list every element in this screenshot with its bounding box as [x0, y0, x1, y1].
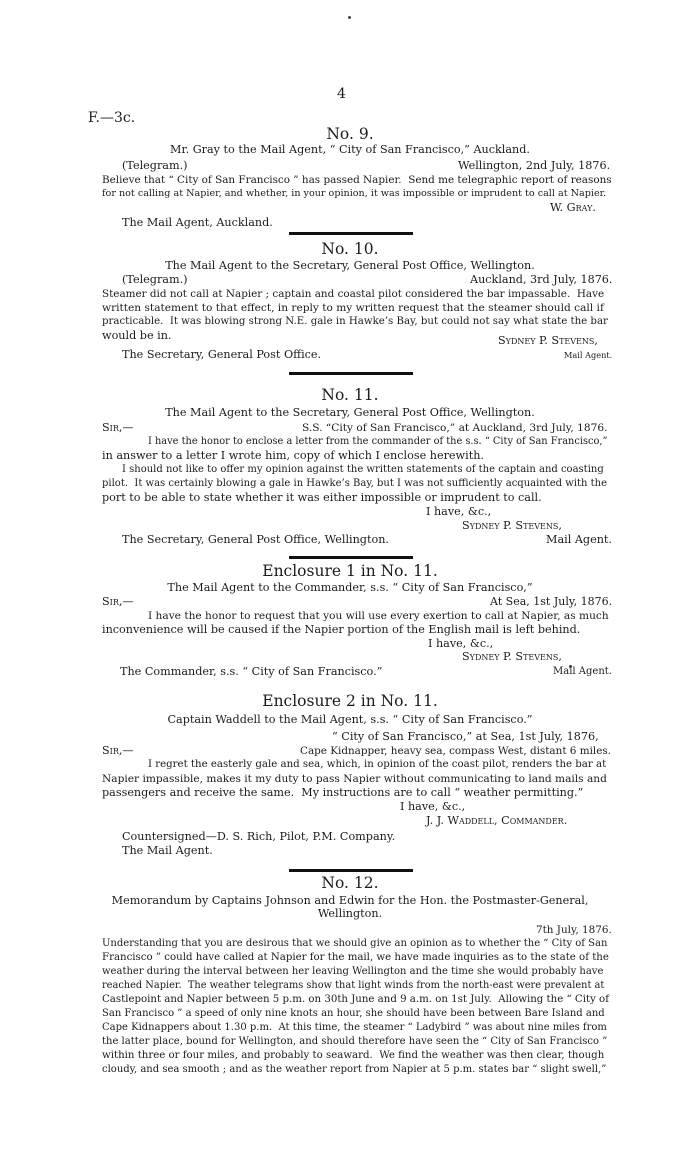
place-date: At Sea, 1st July, 1876. [490, 595, 613, 608]
section-heading: Enclosure 1 in No. 11. [262, 562, 438, 580]
section-title: The Mail Agent to the Secretary, General Post Office, Wellington. [165, 259, 535, 272]
body-line: Believe that “ City of San Francisco ” has passed Napier. Send me telegraphic report of reasons [102, 174, 612, 186]
body-line: Napier impassible, makes it my duty to pass Napier without communicating to land mails and [102, 773, 607, 785]
closing: I have, &c., [428, 637, 494, 650]
body-line: I regret the easterly gale and sea, which, in opinion of the coast pilot, renders the bar at [148, 759, 607, 770]
body-line: Cape Kidnappers about 1.30 p.m. At this time, the steamer “ Ladybird ” was about nine miles from [102, 1022, 607, 1033]
place-date: Auckland, 3rd July, 1876. [470, 273, 613, 286]
body-line: the latter place, bound for Wellington, and should therefore have seen the “ City of San Francisco ” [102, 1036, 608, 1047]
section-divider [289, 232, 413, 235]
body-line: I have the honor to request that you will use every exertion to call at Napier, as much [148, 610, 609, 622]
signature-title: Mail Agent. [564, 350, 613, 360]
section-heading: No. 12. [321, 874, 379, 892]
document-code: F.—3c. [88, 110, 136, 126]
print-mark [348, 16, 351, 19]
section-title: Wellington. [317, 907, 383, 920]
section-title: Memorandum by Captains Johnson and Edwin for the Hon. the Postmaster-General, [111, 894, 589, 907]
countersignature: Countersigned—D. S. Rich, Pilot, P.M. Company. [122, 830, 396, 843]
signature-title: Mail Agent. [553, 666, 612, 677]
body-line: in answer to a letter I wrote him, copy of which I enclose herewith. [102, 449, 484, 462]
signature: J. J. Waddell, Commander. [426, 814, 568, 827]
signature-title: Mail Agent. [546, 533, 612, 546]
section-heading: Enclosure 2 in No. 11. [262, 692, 438, 710]
section-title: Captain Waddell to the Mail Agent, s.s. “ City of San Francisco.” [167, 713, 533, 726]
body-line: Steamer did not call at Napier ; captain and coastal pilot considered the bar impassable. Have [102, 288, 605, 300]
place-date: Wellington, 2nd July, 1876. [458, 159, 611, 172]
signature: Sydney P. Stevens, [498, 334, 598, 347]
section-divider [289, 372, 413, 375]
addressee: The Mail Agent. [122, 844, 213, 857]
addressee: The Secretary, General Post Office. [122, 348, 322, 361]
body-line: within three or four miles, and probably to seaward. We find the weather was then clear, though [102, 1050, 605, 1061]
section-title: Mr. Gray to the Mail Agent, “ City of San Francisco,” Auckland. [170, 143, 530, 156]
telegram-tag: (Telegram.) [122, 273, 188, 286]
section-heading: No. 9. [326, 125, 374, 143]
body-line: I have the honor to enclose a letter from the commander of the s.s. “ City of San Francisco,” [148, 436, 608, 447]
signature: Sydney P. Stevens, [462, 650, 562, 663]
place-date: Cape Kidnapper, heavy sea, compass West, distant 6 miles. [300, 745, 611, 757]
place-date: “ City of San Francisco,” at Sea, 1st July, 1876, [332, 730, 599, 743]
closing: I have, &c., [426, 505, 492, 518]
signature: W. Gray. [550, 201, 596, 214]
section-divider [289, 869, 413, 872]
addressee: The Mail Agent, Auckland. [122, 216, 273, 229]
salutation: Sir,— [102, 421, 134, 434]
closing: I have, &c., [400, 800, 466, 813]
addressee: The Secretary, General Post Office, Wellington. [122, 533, 389, 546]
telegram-tag: (Telegram.) [122, 159, 188, 172]
addressee: The Commander, s.s. “ City of San Francisco.” [120, 665, 383, 678]
body-line: practicable. It was blowing strong N.E. gale in Hawke’s Bay, but could not say what state the bar [102, 316, 608, 327]
memo-date: 7th July, 1876. [536, 924, 612, 936]
body-line: for not calling at Napier, and whether, in your opinion, it was impossible or imprudent to call at Napier. [102, 188, 607, 199]
body-line: I should not like to offer my opinion against the written statements of the captain and coasting [122, 464, 604, 475]
body-line: port to be able to state whether it was either impossible or imprudent to call. [102, 491, 542, 504]
salutation: Sir,— [102, 744, 134, 757]
body-line: inconvenience will be caused if the Napier portion of the English mail is left behind. [102, 623, 581, 636]
section-heading: No. 11. [321, 386, 379, 404]
body-line: passengers and receive the same. My instructions are to call “ weather permitting.” [102, 786, 584, 799]
place-date: S.S. “City of San Francisco,” at Auckland, 3rd July, 1876. [302, 422, 608, 434]
body-line: Francisco ” could have called at Napier for the mail, we have made inquiries as to the state of the [102, 952, 609, 963]
body-line: cloudy, and sea smooth ; and as the weather report from Napier at 5 p.m. states bar “ slight swell,” [102, 1064, 607, 1075]
body-line: reached Napier. The weather telegrams show that light winds from the north-east were prevalent at [102, 980, 605, 991]
body-line: Castlepoint and Napier between 5 p.m. on 30th June and 9 a.m. on 1st July. Allowing the “ City of [102, 994, 609, 1005]
salutation: Sir,— [102, 595, 134, 608]
section-title: The Mail Agent to the Commander, s.s. “ City of San Francisco,” [167, 581, 533, 594]
body-line: San Francisco ” a speed of only nine knots an hour, she should have been between Bare Island and [102, 1008, 605, 1019]
section-title: The Mail Agent to the Secretary, General Post Office, Wellington. [165, 406, 535, 419]
body-line: would be in. [102, 329, 172, 342]
signature: Sydney P. Stevens, [462, 519, 562, 532]
section-heading: No. 10. [321, 240, 379, 258]
body-line: written statement to that effect, in reply to my written request that the steamer should call if [102, 302, 604, 314]
body-line: weather during the interval between her leaving Wellington and the time she would probably have [102, 966, 604, 977]
body-line: Understanding that you are desirous that we should give an opinion as to whether the “ City of San [102, 938, 608, 949]
section-divider [289, 556, 413, 559]
page-number: 4 [337, 86, 346, 102]
body-line: pilot. It was certainly blowing a gale in Hawke’s Bay, but I was not sufficiently acquainted with the [102, 478, 608, 489]
